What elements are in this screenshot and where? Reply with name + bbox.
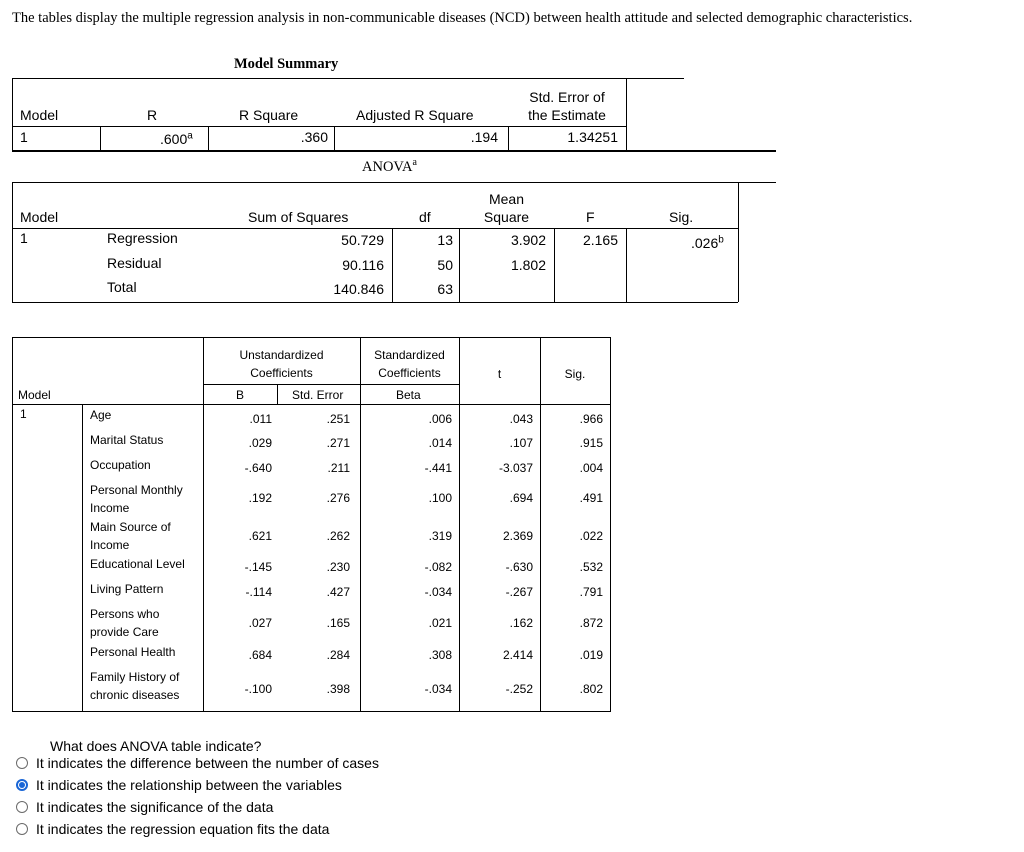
cell-sig: .491 bbox=[579, 491, 603, 505]
table-rule bbox=[12, 337, 13, 712]
row-label: Family History of bbox=[90, 670, 180, 684]
header-f: F bbox=[586, 209, 595, 225]
header-model: Model bbox=[20, 107, 59, 123]
cell-sig: .026$^b$ bbox=[691, 234, 724, 251]
row-label: Living Pattern bbox=[90, 582, 164, 596]
cell-sig: .791 bbox=[579, 585, 603, 599]
option-label: It indicates the relationship between the variables bbox=[36, 777, 342, 793]
table-rule bbox=[626, 78, 627, 151]
table-rule bbox=[610, 337, 611, 712]
table-rule bbox=[12, 182, 13, 302]
cell-beta: -.082 bbox=[424, 560, 452, 574]
cell-sig: .022 bbox=[579, 529, 603, 543]
cell-sig: .802 bbox=[579, 682, 603, 696]
table-rule bbox=[12, 711, 610, 712]
cell-t: .043 bbox=[509, 412, 533, 426]
table-rule bbox=[100, 126, 101, 150]
table-rule bbox=[12, 182, 776, 183]
table-rule bbox=[82, 404, 83, 711]
cell-b: .011 bbox=[249, 412, 272, 426]
cell-b: -.640 bbox=[244, 461, 272, 475]
cell-model: 1 bbox=[20, 129, 28, 145]
cell-se: .230 bbox=[326, 560, 350, 574]
row-label: Income bbox=[90, 538, 130, 552]
cell-b: .621 bbox=[248, 529, 272, 543]
row-label: provide Care bbox=[90, 625, 159, 639]
option-relationship-variables[interactable] bbox=[16, 777, 342, 793]
table-rule bbox=[12, 78, 684, 79]
option-regression-fits[interactable] bbox=[16, 821, 329, 837]
cell-b: .027 bbox=[248, 616, 272, 630]
radio-button[interactable] bbox=[16, 757, 28, 769]
cell-model: 1 bbox=[20, 407, 27, 421]
table-rule bbox=[12, 126, 626, 127]
cell-sig: .019 bbox=[579, 648, 603, 662]
row-label: Persons who bbox=[90, 607, 160, 621]
cell-sig: .004 bbox=[579, 461, 603, 475]
header-beta: Beta bbox=[396, 388, 421, 402]
cell-r: .600$^a$ bbox=[160, 130, 193, 147]
header-r: R bbox=[147, 107, 158, 123]
cell-beta: .319 bbox=[428, 529, 452, 543]
cell-beta: -.034 bbox=[424, 682, 452, 696]
cell-ms: 1.802 bbox=[510, 257, 546, 273]
cell-t: -.267 bbox=[505, 585, 533, 599]
header-sum-of-squares: Sum of Squares bbox=[248, 209, 349, 225]
header-adj-r-square: Adjusted R Square bbox=[356, 107, 474, 123]
header-std-error: the Estimate bbox=[528, 107, 606, 123]
row-label: Total bbox=[107, 279, 137, 295]
cell-r-square: .360 bbox=[300, 129, 328, 145]
table-rule bbox=[459, 337, 460, 711]
header-std-error: Std. Error of bbox=[529, 89, 605, 105]
row-label: Age bbox=[90, 408, 112, 422]
row-label: Personal Health bbox=[90, 645, 176, 659]
header-sig: Sig. bbox=[669, 209, 694, 225]
option-label: It indicates the regression equation fits the data bbox=[36, 821, 330, 837]
row-label: Personal Monthly bbox=[90, 483, 183, 497]
cell-beta: .014 bbox=[428, 436, 452, 450]
row-label: Main Source of bbox=[90, 520, 171, 534]
cell-std-error: 1.34251 bbox=[567, 129, 618, 145]
cell-se: .211 bbox=[327, 461, 350, 475]
radio-button[interactable] bbox=[16, 801, 28, 813]
header-standardized: Coefficients bbox=[378, 366, 441, 380]
cell-beta: .308 bbox=[428, 648, 452, 662]
table-rule bbox=[12, 302, 738, 303]
cell-b: -.145 bbox=[244, 560, 272, 574]
cell-t: 2.414 bbox=[502, 648, 533, 662]
row-label: Residual bbox=[107, 255, 162, 271]
header-unstandardized: Coefficients bbox=[250, 366, 313, 380]
cell-t: -.630 bbox=[505, 560, 533, 574]
cell-b: -.100 bbox=[244, 682, 272, 696]
table-rule bbox=[277, 384, 278, 404]
cell-beta: .100 bbox=[428, 491, 452, 505]
cell-beta: .021 bbox=[428, 616, 452, 630]
anova-title: ANOVA$^a$ bbox=[362, 157, 417, 175]
option-label: It indicates the difference between the number of cases bbox=[36, 755, 379, 771]
cell-df: 13 bbox=[437, 232, 453, 248]
table-rule bbox=[738, 182, 739, 302]
row-label: chronic diseases bbox=[90, 688, 180, 702]
row-label: Regression bbox=[107, 230, 178, 246]
table-rule bbox=[540, 337, 541, 711]
cell-df: 63 bbox=[437, 281, 453, 297]
option-difference-cases[interactable] bbox=[16, 755, 379, 771]
header-mean-square: Mean bbox=[488, 191, 525, 207]
cell-t: -.252 bbox=[505, 682, 533, 696]
table-rule bbox=[203, 337, 204, 711]
cell-sig: .966 bbox=[579, 412, 603, 426]
option-label: It indicates the significance of the data bbox=[36, 799, 274, 815]
cell-sig: .532 bbox=[579, 560, 603, 574]
table-rule bbox=[12, 337, 610, 338]
cell-se: .165 bbox=[326, 616, 350, 630]
cell-b: .192 bbox=[248, 491, 272, 505]
table-rule bbox=[360, 337, 361, 711]
row-label: Occupation bbox=[90, 458, 151, 472]
option-significance-data[interactable] bbox=[16, 799, 273, 815]
cell-adj-r-square: .194 bbox=[470, 129, 498, 145]
cell-f: 2.165 bbox=[582, 232, 618, 248]
cell-se: .284 bbox=[326, 648, 350, 662]
cell-beta: -.034 bbox=[424, 585, 452, 599]
cell-sig: .915 bbox=[579, 436, 603, 450]
radio-button-selected[interactable] bbox=[16, 779, 28, 791]
table-rule bbox=[626, 228, 627, 302]
cell-model: 1 bbox=[20, 230, 28, 246]
header-t: t bbox=[497, 367, 502, 381]
cell-sig: .872 bbox=[579, 616, 603, 630]
header-df: df bbox=[419, 209, 431, 225]
cell-se: .427 bbox=[326, 585, 350, 599]
header-model: Model bbox=[20, 209, 59, 225]
cell-ss: 90.116 bbox=[342, 257, 384, 273]
table-rule bbox=[12, 150, 776, 152]
table-rule bbox=[12, 404, 610, 405]
cell-df: 50 bbox=[437, 257, 453, 273]
table-rule bbox=[203, 384, 460, 385]
cell-b: .684 bbox=[248, 648, 272, 662]
cell-se: .398 bbox=[326, 682, 350, 696]
cell-t: -3.037 bbox=[498, 461, 533, 475]
row-label: Marital Status bbox=[90, 433, 164, 447]
header-unstandardized: Unstandardized bbox=[239, 348, 324, 362]
header-std-error: Std. Error bbox=[292, 388, 344, 402]
model-summary-title: Model Summary bbox=[234, 56, 339, 72]
table-rule bbox=[12, 78, 13, 151]
cell-b: .029 bbox=[248, 436, 272, 450]
cell-t: .162 bbox=[509, 616, 533, 630]
cell-b: -.114 bbox=[245, 585, 272, 599]
cell-t: .107 bbox=[509, 436, 533, 450]
header-mean-square: Square bbox=[483, 209, 530, 225]
header-sig: Sig. bbox=[564, 367, 586, 381]
cell-beta: .006 bbox=[428, 412, 452, 426]
cell-se: .276 bbox=[326, 491, 350, 505]
cell-se: .251 bbox=[326, 412, 350, 426]
cell-se: .262 bbox=[326, 529, 350, 543]
header-b: B bbox=[236, 388, 245, 402]
cell-t: .694 bbox=[509, 491, 533, 505]
radio-button[interactable] bbox=[16, 823, 28, 835]
cell-t: 2.369 bbox=[502, 529, 533, 543]
header-r-square: R Square bbox=[239, 107, 299, 123]
intro-text: The tables display the multiple regression analysis in non-communicable diseases (NCD) between health attitude and selected demographic characteristics. bbox=[12, 10, 913, 26]
question-text: What does ANOVA table indicate? bbox=[50, 738, 262, 754]
cell-ss: 140.846 bbox=[333, 281, 384, 297]
row-label: Income bbox=[90, 501, 130, 515]
table-rule bbox=[554, 228, 555, 302]
cell-se: .271 bbox=[326, 436, 350, 450]
table-rule bbox=[392, 228, 393, 302]
header-standardized: Standardized bbox=[374, 348, 445, 362]
cell-ms: 3.902 bbox=[510, 232, 546, 248]
row-label: Educational Level bbox=[90, 557, 185, 571]
cell-beta: -.441 bbox=[424, 461, 452, 475]
cell-ss: 50.729 bbox=[341, 232, 384, 248]
header-model: Model bbox=[18, 388, 51, 402]
